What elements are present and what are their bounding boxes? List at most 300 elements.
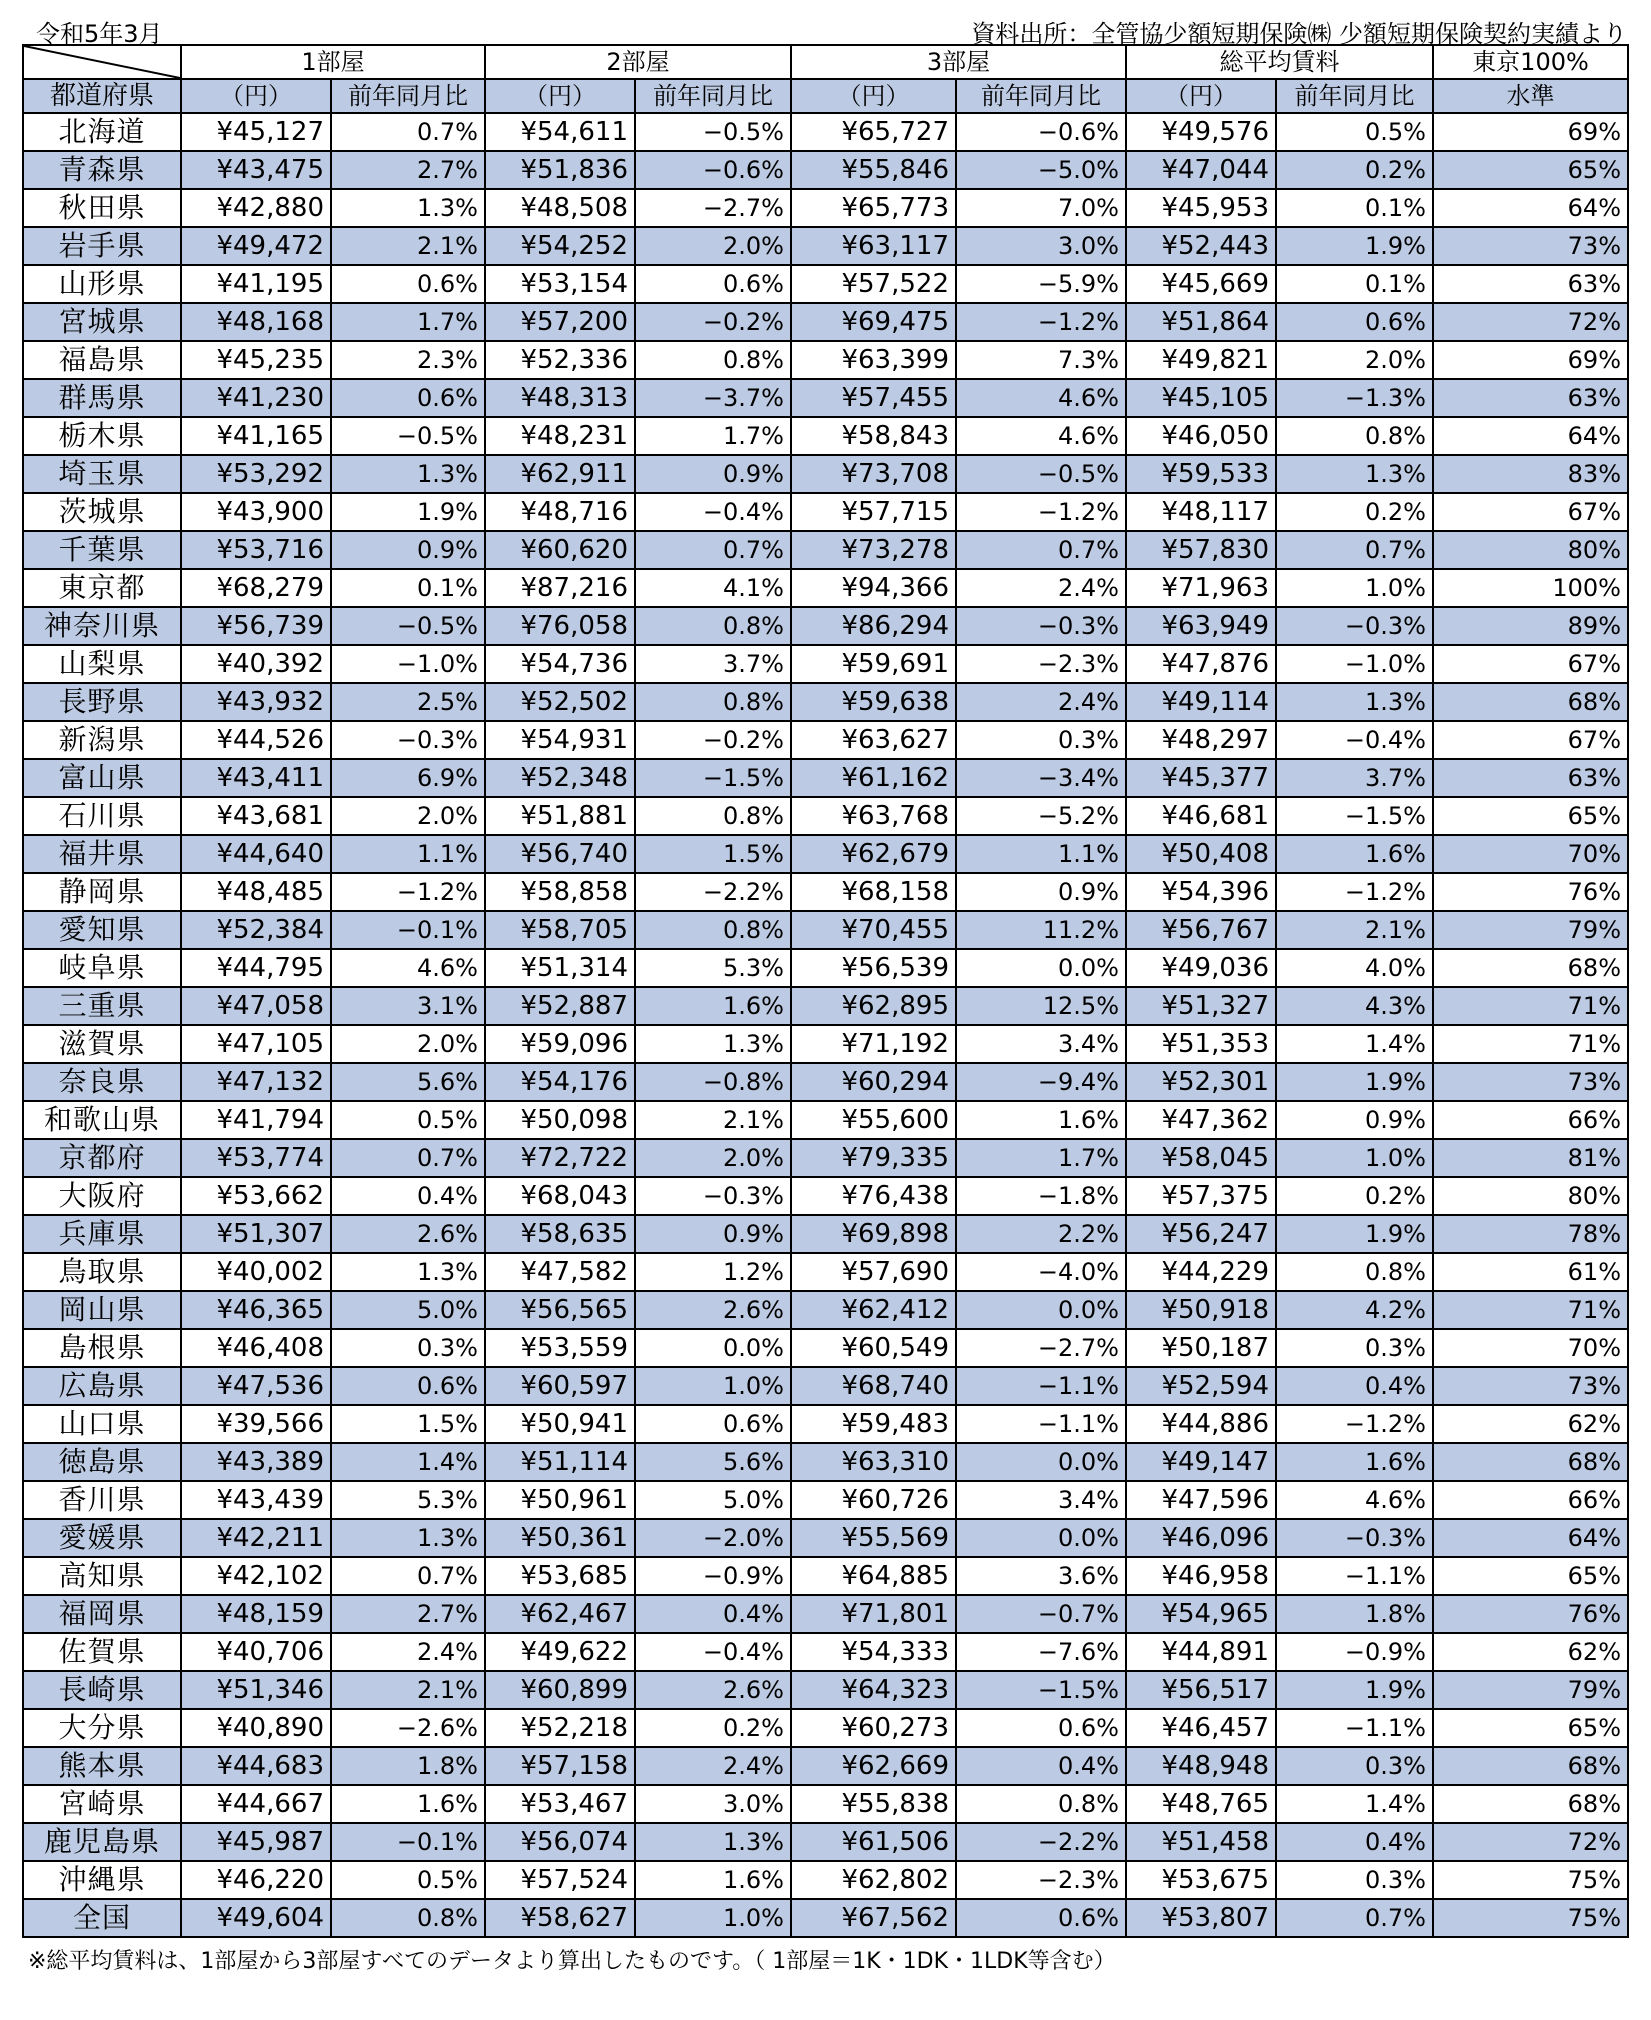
yoy-3rooms-cell: −0.5%	[956, 455, 1126, 493]
rent-1room-cell: ¥43,389	[181, 1443, 331, 1481]
rent-3rooms-cell: ¥60,273	[791, 1709, 956, 1747]
average-rent-cell: ¥51,353	[1126, 1025, 1276, 1063]
rent-1room-cell: ¥42,880	[181, 189, 331, 227]
rent-2rooms-cell: ¥58,705	[485, 911, 635, 949]
header-2rooms: 2部屋	[485, 45, 791, 79]
yoy-1room-cell: 1.3%	[331, 189, 485, 227]
yoy-average-cell: 0.5%	[1276, 113, 1433, 151]
yoy-average-cell: 0.7%	[1276, 1899, 1433, 1937]
table-row	[23, 1177, 1628, 1215]
yoy-2rooms-cell: −0.4%	[635, 493, 791, 531]
yoy-2rooms-cell: 1.5%	[635, 835, 791, 873]
yoy-average-cell: 1.3%	[1276, 455, 1433, 493]
average-rent-cell: ¥49,821	[1126, 341, 1276, 379]
yoy-2rooms-cell: 0.8%	[635, 607, 791, 645]
table-row	[23, 607, 1628, 645]
yoy-3rooms-cell: 0.3%	[956, 721, 1126, 759]
tokyo-level-cell: 80%	[1433, 1177, 1628, 1215]
tokyo-level-cell: 70%	[1433, 835, 1628, 873]
rent-2rooms-cell: ¥56,565	[485, 1291, 635, 1329]
yoy-1room-cell: −0.3%	[331, 721, 485, 759]
rent-1room-cell: ¥49,604	[181, 1899, 331, 1937]
rent-3rooms-cell: ¥71,801	[791, 1595, 956, 1633]
tokyo-level-cell: 79%	[1433, 1671, 1628, 1709]
table-row	[23, 417, 1628, 455]
table-row	[23, 1405, 1628, 1443]
table-row	[23, 1709, 1628, 1747]
yoy-average-cell: 1.0%	[1276, 569, 1433, 607]
rent-3rooms-cell: ¥54,333	[791, 1633, 956, 1671]
yoy-2rooms-cell: 1.6%	[635, 987, 791, 1025]
yoy-2rooms-cell: 0.0%	[635, 1329, 791, 1367]
yoy-2rooms-cell: 0.9%	[635, 455, 791, 493]
yoy-2rooms-cell: −0.2%	[635, 303, 791, 341]
average-rent-cell: ¥48,297	[1126, 721, 1276, 759]
average-rent-cell: ¥59,533	[1126, 455, 1276, 493]
table-row	[23, 1671, 1628, 1709]
rent-3rooms-cell: ¥94,366	[791, 569, 956, 607]
rent-3rooms-cell: ¥60,726	[791, 1481, 956, 1519]
yoy-3rooms-cell: −2.2%	[956, 1823, 1126, 1861]
rent-3rooms-cell: ¥55,600	[791, 1101, 956, 1139]
yoy-average-cell: 1.8%	[1276, 1595, 1433, 1633]
rent-1room-cell: ¥47,536	[181, 1367, 331, 1405]
rent-1room-cell: ¥48,168	[181, 303, 331, 341]
average-rent-cell: ¥51,864	[1126, 303, 1276, 341]
rent-2rooms-cell: ¥48,313	[485, 379, 635, 417]
rent-1room-cell: ¥43,932	[181, 683, 331, 721]
prefecture-cell: 熊本県	[23, 1747, 181, 1785]
rent-3rooms-cell: ¥76,438	[791, 1177, 956, 1215]
rent-2rooms-cell: ¥52,218	[485, 1709, 635, 1747]
tokyo-level-cell: 63%	[1433, 759, 1628, 797]
rent-2rooms-cell: ¥50,361	[485, 1519, 635, 1557]
table-row	[23, 835, 1628, 873]
table-row	[23, 873, 1628, 911]
yoy-2rooms-cell: 1.3%	[635, 1823, 791, 1861]
average-rent-cell: ¥53,807	[1126, 1899, 1276, 1937]
rent-1room-cell: ¥49,472	[181, 227, 331, 265]
rent-3rooms-cell: ¥59,691	[791, 645, 956, 683]
yoy-3rooms-cell: 2.4%	[956, 683, 1126, 721]
yoy-2rooms-cell: 0.2%	[635, 1709, 791, 1747]
table-row	[23, 1785, 1628, 1823]
average-rent-cell: ¥57,375	[1126, 1177, 1276, 1215]
prefecture-cell: 鹿児島県	[23, 1823, 181, 1861]
yoy-average-cell: 3.7%	[1276, 759, 1433, 797]
yoy-3rooms-cell: 4.6%	[956, 417, 1126, 455]
prefecture-cell: 福島県	[23, 341, 181, 379]
rent-1room-cell: ¥44,795	[181, 949, 331, 987]
prefecture-cell: 長崎県	[23, 1671, 181, 1709]
yoy-2rooms-cell: 4.1%	[635, 569, 791, 607]
yoy-3rooms-cell: 0.0%	[956, 1519, 1126, 1557]
average-rent-cell: ¥49,036	[1126, 949, 1276, 987]
table-row	[23, 113, 1628, 151]
yoy-3rooms-cell: 0.6%	[956, 1899, 1126, 1937]
rent-table	[22, 44, 1629, 1938]
prefecture-cell: 茨城県	[23, 493, 181, 531]
yoy-1room-cell: 0.4%	[331, 1177, 485, 1215]
prefecture-cell: 東京都	[23, 569, 181, 607]
yoy-2rooms-cell: 3.0%	[635, 1785, 791, 1823]
yoy-1room-cell: −1.0%	[331, 645, 485, 683]
yoy-2rooms-cell: 2.6%	[635, 1671, 791, 1709]
prefecture-cell: 全国	[23, 1899, 181, 1937]
tokyo-level-cell: 64%	[1433, 417, 1628, 455]
rent-2rooms-cell: ¥57,200	[485, 303, 635, 341]
yoy-3rooms-cell: 0.4%	[956, 1747, 1126, 1785]
prefecture-cell: 福井県	[23, 835, 181, 873]
yoy-2rooms-cell: 0.6%	[635, 265, 791, 303]
yoy-3rooms-cell: 7.0%	[956, 189, 1126, 227]
yoy-1room-cell: 6.9%	[331, 759, 485, 797]
rent-2rooms-cell: ¥56,074	[485, 1823, 635, 1861]
yoy-1room-cell: 5.0%	[331, 1291, 485, 1329]
average-rent-cell: ¥45,669	[1126, 265, 1276, 303]
average-rent-cell: ¥63,949	[1126, 607, 1276, 645]
rent-2rooms-cell: ¥72,722	[485, 1139, 635, 1177]
yoy-3rooms-cell: 0.0%	[956, 1291, 1126, 1329]
yoy-average-cell: 1.0%	[1276, 1139, 1433, 1177]
average-rent-cell: ¥71,963	[1126, 569, 1276, 607]
yoy-2rooms-cell: −0.8%	[635, 1063, 791, 1101]
tokyo-level-cell: 69%	[1433, 113, 1628, 151]
average-rent-cell: ¥51,327	[1126, 987, 1276, 1025]
table-row	[23, 1367, 1628, 1405]
rent-2rooms-cell: ¥48,508	[485, 189, 635, 227]
yoy-2rooms-cell: 2.0%	[635, 1139, 791, 1177]
rent-1room-cell: ¥41,230	[181, 379, 331, 417]
prefecture-cell: 埼玉県	[23, 455, 181, 493]
header-3rooms: 3部屋	[791, 45, 1126, 79]
yoy-2rooms-cell: 1.0%	[635, 1899, 791, 1937]
rent-2rooms-cell: ¥58,627	[485, 1899, 635, 1937]
rent-3rooms-cell: ¥63,768	[791, 797, 956, 835]
rent-3rooms-cell: ¥55,846	[791, 151, 956, 189]
rent-1room-cell: ¥53,662	[181, 1177, 331, 1215]
rent-1room-cell: ¥48,485	[181, 873, 331, 911]
rent-1room-cell: ¥40,002	[181, 1253, 331, 1291]
average-rent-cell: ¥50,187	[1126, 1329, 1276, 1367]
header-yoy: 前年同月比	[1276, 79, 1433, 113]
average-rent-cell: ¥46,050	[1126, 417, 1276, 455]
yoy-average-cell: 4.3%	[1276, 987, 1433, 1025]
tokyo-level-cell: 67%	[1433, 645, 1628, 683]
tokyo-level-cell: 62%	[1433, 1633, 1628, 1671]
table-row	[23, 721, 1628, 759]
table-row	[23, 1253, 1628, 1291]
header-row-subheads	[23, 79, 1628, 113]
yoy-average-cell: 0.2%	[1276, 1177, 1433, 1215]
prefecture-cell: 香川県	[23, 1481, 181, 1519]
yoy-2rooms-cell: −0.3%	[635, 1177, 791, 1215]
table-row	[23, 341, 1628, 379]
rent-3rooms-cell: ¥57,522	[791, 265, 956, 303]
rent-3rooms-cell: ¥64,323	[791, 1671, 956, 1709]
yoy-1room-cell: 1.3%	[331, 455, 485, 493]
tokyo-level-cell: 66%	[1433, 1101, 1628, 1139]
rent-1room-cell: ¥42,211	[181, 1519, 331, 1557]
table-row	[23, 683, 1628, 721]
rent-2rooms-cell: ¥53,467	[485, 1785, 635, 1823]
header-yen: （円）	[791, 79, 956, 113]
rent-3rooms-cell: ¥57,690	[791, 1253, 956, 1291]
average-rent-cell: ¥54,396	[1126, 873, 1276, 911]
yoy-1room-cell: 2.7%	[331, 151, 485, 189]
rent-3rooms-cell: ¥70,455	[791, 911, 956, 949]
yoy-3rooms-cell: 0.0%	[956, 1443, 1126, 1481]
yoy-1room-cell: 1.9%	[331, 493, 485, 531]
rent-2rooms-cell: ¥87,216	[485, 569, 635, 607]
yoy-3rooms-cell: 0.8%	[956, 1785, 1126, 1823]
rent-3rooms-cell: ¥67,562	[791, 1899, 956, 1937]
yoy-1room-cell: 2.4%	[331, 1633, 485, 1671]
yoy-2rooms-cell: −2.7%	[635, 189, 791, 227]
table-row	[23, 911, 1628, 949]
yoy-3rooms-cell: −0.7%	[956, 1595, 1126, 1633]
tokyo-level-cell: 83%	[1433, 455, 1628, 493]
prefecture-cell: 宮城県	[23, 303, 181, 341]
yoy-1room-cell: 0.6%	[331, 1367, 485, 1405]
tokyo-level-cell: 66%	[1433, 1481, 1628, 1519]
rent-2rooms-cell: ¥60,597	[485, 1367, 635, 1405]
rent-3rooms-cell: ¥56,539	[791, 949, 956, 987]
average-rent-cell: ¥50,408	[1126, 835, 1276, 873]
prefecture-cell: 徳島県	[23, 1443, 181, 1481]
tokyo-level-cell: 72%	[1433, 303, 1628, 341]
rent-2rooms-cell: ¥50,098	[485, 1101, 635, 1139]
prefecture-cell: 山梨県	[23, 645, 181, 683]
rent-1room-cell: ¥46,220	[181, 1861, 331, 1899]
yoy-2rooms-cell: 3.7%	[635, 645, 791, 683]
tokyo-level-cell: 80%	[1433, 531, 1628, 569]
yoy-3rooms-cell: 3.0%	[956, 227, 1126, 265]
rent-2rooms-cell: ¥54,252	[485, 227, 635, 265]
yoy-2rooms-cell: −0.6%	[635, 151, 791, 189]
yoy-2rooms-cell: −0.2%	[635, 721, 791, 759]
rent-3rooms-cell: ¥61,506	[791, 1823, 956, 1861]
tokyo-level-cell: 68%	[1433, 683, 1628, 721]
footnote: ※総平均賃料は、1部屋から3部屋すべてのデータより算出したものです。（ 1部屋＝1K・1DK・1LDK等含む）	[28, 1949, 1116, 1974]
table-row	[23, 1443, 1628, 1481]
table-body	[23, 113, 1628, 1937]
tokyo-level-cell: 63%	[1433, 265, 1628, 303]
yoy-1room-cell: 5.3%	[331, 1481, 485, 1519]
yoy-2rooms-cell: 0.8%	[635, 911, 791, 949]
yoy-1room-cell: 1.4%	[331, 1443, 485, 1481]
average-rent-cell: ¥46,681	[1126, 797, 1276, 835]
table-row	[23, 987, 1628, 1025]
rent-1room-cell: ¥41,794	[181, 1101, 331, 1139]
rent-3rooms-cell: ¥65,773	[791, 189, 956, 227]
rent-1room-cell: ¥46,408	[181, 1329, 331, 1367]
average-rent-cell: ¥57,830	[1126, 531, 1276, 569]
average-rent-cell: ¥48,948	[1126, 1747, 1276, 1785]
rent-1room-cell: ¥40,392	[181, 645, 331, 683]
yoy-average-cell: 1.6%	[1276, 835, 1433, 873]
rent-2rooms-cell: ¥62,467	[485, 1595, 635, 1633]
yoy-3rooms-cell: −7.6%	[956, 1633, 1126, 1671]
header-tokyo-100: 東京100%	[1433, 45, 1628, 79]
yoy-average-cell: 1.4%	[1276, 1785, 1433, 1823]
rent-1room-cell: ¥68,279	[181, 569, 331, 607]
rent-3rooms-cell: ¥55,569	[791, 1519, 956, 1557]
yoy-2rooms-cell: 0.8%	[635, 683, 791, 721]
rent-3rooms-cell: ¥71,192	[791, 1025, 956, 1063]
document-header	[22, 8, 1627, 48]
table-row	[23, 645, 1628, 683]
yoy-1room-cell: 1.5%	[331, 1405, 485, 1443]
table-row	[23, 1291, 1628, 1329]
yoy-2rooms-cell: 0.8%	[635, 797, 791, 835]
tokyo-level-cell: 76%	[1433, 873, 1628, 911]
yoy-average-cell: 2.1%	[1276, 911, 1433, 949]
rent-2rooms-cell: ¥48,716	[485, 493, 635, 531]
tokyo-level-cell: 62%	[1433, 1405, 1628, 1443]
rent-2rooms-cell: ¥50,941	[485, 1405, 635, 1443]
header-yen: （円）	[1126, 79, 1276, 113]
prefecture-cell: 愛知県	[23, 911, 181, 949]
rent-3rooms-cell: ¥63,627	[791, 721, 956, 759]
yoy-average-cell: 4.6%	[1276, 1481, 1433, 1519]
yoy-3rooms-cell: 3.4%	[956, 1481, 1126, 1519]
average-rent-cell: ¥44,886	[1126, 1405, 1276, 1443]
average-rent-cell: ¥45,105	[1126, 379, 1276, 417]
rent-2rooms-cell: ¥59,096	[485, 1025, 635, 1063]
rent-2rooms-cell: ¥49,622	[485, 1633, 635, 1671]
yoy-average-cell: 2.0%	[1276, 341, 1433, 379]
yoy-1room-cell: 2.6%	[331, 1215, 485, 1253]
rent-2rooms-cell: ¥51,314	[485, 949, 635, 987]
yoy-1room-cell: 2.5%	[331, 683, 485, 721]
yoy-1room-cell: −0.1%	[331, 911, 485, 949]
prefecture-cell: 新潟県	[23, 721, 181, 759]
yoy-2rooms-cell: 5.3%	[635, 949, 791, 987]
tokyo-level-cell: 64%	[1433, 1519, 1628, 1557]
yoy-1room-cell: 0.7%	[331, 1139, 485, 1177]
yoy-1room-cell: −0.5%	[331, 417, 485, 455]
header-prefecture: 都道府県	[23, 79, 181, 113]
tokyo-level-cell: 73%	[1433, 1063, 1628, 1101]
yoy-3rooms-cell: −5.0%	[956, 151, 1126, 189]
table-row	[23, 1823, 1628, 1861]
rent-3rooms-cell: ¥62,895	[791, 987, 956, 1025]
yoy-3rooms-cell: −9.4%	[956, 1063, 1126, 1101]
yoy-1room-cell: 2.7%	[331, 1595, 485, 1633]
data-source-note: 資料出所：全管協少額短期保険㈱ 少額短期保険契約実績より	[971, 20, 1627, 48]
prefecture-cell: 山口県	[23, 1405, 181, 1443]
rent-1room-cell: ¥53,774	[181, 1139, 331, 1177]
rent-3rooms-cell: ¥62,679	[791, 835, 956, 873]
corner-cell	[23, 45, 181, 79]
average-rent-cell: ¥50,918	[1126, 1291, 1276, 1329]
tokyo-level-cell: 76%	[1433, 1595, 1628, 1633]
yoy-1room-cell: −1.2%	[331, 873, 485, 911]
header-average-rent: 総平均賃料	[1126, 45, 1433, 79]
tokyo-level-cell: 73%	[1433, 227, 1628, 265]
yoy-1room-cell: 0.5%	[331, 1101, 485, 1139]
tokyo-level-cell: 68%	[1433, 1747, 1628, 1785]
yoy-average-cell: 1.6%	[1276, 1443, 1433, 1481]
table-row	[23, 303, 1628, 341]
table-row	[23, 1861, 1628, 1899]
tokyo-level-cell: 65%	[1433, 1557, 1628, 1595]
table-row	[23, 1329, 1628, 1367]
yoy-1room-cell: 1.3%	[331, 1253, 485, 1291]
table-row	[23, 493, 1628, 531]
yoy-1room-cell: 1.7%	[331, 303, 485, 341]
yoy-3rooms-cell: −1.8%	[956, 1177, 1126, 1215]
table-row	[23, 265, 1628, 303]
rent-1room-cell: ¥44,526	[181, 721, 331, 759]
header-level: 水準	[1433, 79, 1628, 113]
yoy-3rooms-cell: 11.2%	[956, 911, 1126, 949]
rent-1room-cell: ¥48,159	[181, 1595, 331, 1633]
tokyo-level-cell: 73%	[1433, 1367, 1628, 1405]
yoy-average-cell: 1.4%	[1276, 1025, 1433, 1063]
rent-2rooms-cell: ¥48,231	[485, 417, 635, 455]
prefecture-cell: 栃木県	[23, 417, 181, 455]
prefecture-cell: 石川県	[23, 797, 181, 835]
rent-3rooms-cell: ¥69,475	[791, 303, 956, 341]
yoy-3rooms-cell: −5.9%	[956, 265, 1126, 303]
yoy-average-cell: 4.2%	[1276, 1291, 1433, 1329]
yoy-3rooms-cell: 3.6%	[956, 1557, 1126, 1595]
header-yoy: 前年同月比	[331, 79, 485, 113]
average-rent-cell: ¥54,965	[1126, 1595, 1276, 1633]
average-rent-cell: ¥44,891	[1126, 1633, 1276, 1671]
yoy-3rooms-cell: −0.6%	[956, 113, 1126, 151]
yoy-average-cell: 0.6%	[1276, 303, 1433, 341]
table-row	[23, 1557, 1628, 1595]
table-row	[23, 455, 1628, 493]
rent-1room-cell: ¥53,292	[181, 455, 331, 493]
yoy-average-cell: 0.1%	[1276, 265, 1433, 303]
yoy-average-cell: 1.9%	[1276, 1671, 1433, 1709]
prefecture-cell: 富山県	[23, 759, 181, 797]
tokyo-level-cell: 72%	[1433, 1823, 1628, 1861]
tokyo-level-cell: 64%	[1433, 189, 1628, 227]
prefecture-cell: 愛媛県	[23, 1519, 181, 1557]
yoy-3rooms-cell: 1.1%	[956, 835, 1126, 873]
yoy-3rooms-cell: −1.5%	[956, 1671, 1126, 1709]
rent-3rooms-cell: ¥65,727	[791, 113, 956, 151]
rent-2rooms-cell: ¥53,559	[485, 1329, 635, 1367]
average-rent-cell: ¥52,443	[1126, 227, 1276, 265]
yoy-average-cell: −1.0%	[1276, 645, 1433, 683]
yoy-1room-cell: 0.1%	[331, 569, 485, 607]
yoy-2rooms-cell: 5.0%	[635, 1481, 791, 1519]
yoy-2rooms-cell: −2.0%	[635, 1519, 791, 1557]
rent-1room-cell: ¥44,667	[181, 1785, 331, 1823]
average-rent-cell: ¥47,362	[1126, 1101, 1276, 1139]
table-row	[23, 1101, 1628, 1139]
yoy-average-cell: −1.2%	[1276, 873, 1433, 911]
rent-1room-cell: ¥45,127	[181, 113, 331, 151]
average-rent-cell: ¥52,301	[1126, 1063, 1276, 1101]
yoy-average-cell: −0.4%	[1276, 721, 1433, 759]
rent-2rooms-cell: ¥57,524	[485, 1861, 635, 1899]
rent-2rooms-cell: ¥52,348	[485, 759, 635, 797]
average-rent-cell: ¥56,767	[1126, 911, 1276, 949]
yoy-3rooms-cell: 1.6%	[956, 1101, 1126, 1139]
yoy-average-cell: −0.3%	[1276, 1519, 1433, 1557]
yoy-2rooms-cell: 1.6%	[635, 1861, 791, 1899]
rent-3rooms-cell: ¥64,885	[791, 1557, 956, 1595]
rent-2rooms-cell: ¥54,931	[485, 721, 635, 759]
prefecture-cell: 福岡県	[23, 1595, 181, 1633]
